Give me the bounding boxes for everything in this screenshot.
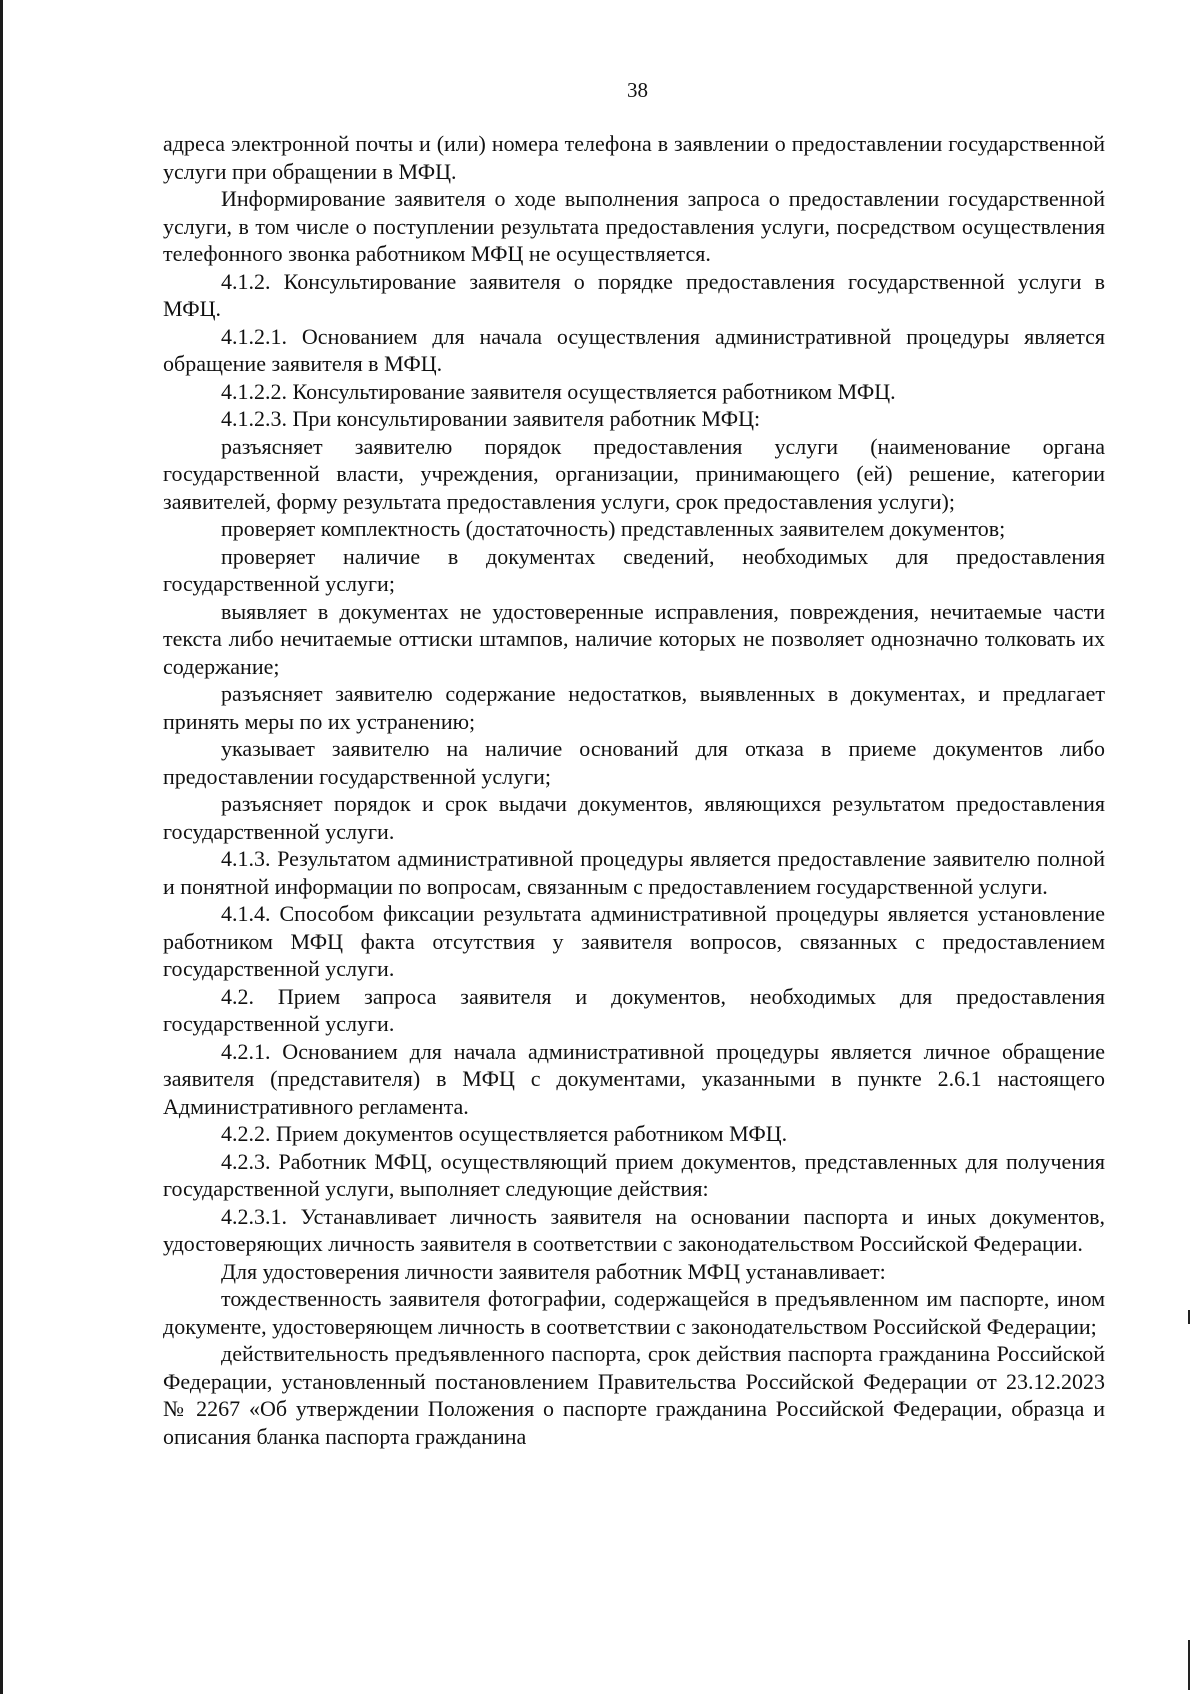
scan-margin-mark: [1188, 1310, 1190, 1324]
paragraph: 4.1.2. Консультирование заявителя о порядке предоставления государственной услуги в МФЦ.: [163, 268, 1105, 321]
paragraph: указывает заявителю на наличие оснований для отказа в приеме документов либо предоставлении государственной услуги;: [163, 736, 1105, 789]
paragraph: разъясняет заявителю содержание недостатков, выявленных в документах, и предлагает принять меры по их устранению;: [163, 681, 1105, 734]
paragraph: Для удостоверения личности заявителя работник МФЦ устанавливает:: [221, 1258, 886, 1284]
paragraph: 4.2.2. Прием документов осуществляется работником МФЦ.: [221, 1121, 788, 1146]
paragraph: проверяет наличие в документах сведений, необходимых для предоставления государственной услуги;: [163, 543, 1105, 596]
paragraph: 4.1.2.2. Консультирование заявителя осуществляется работником МФЦ.: [221, 378, 896, 404]
paragraph: тождественность заявителя фотографии, содержащейся в предъявленном им паспорте, ином документе, удостоверяющем личность в соответствии с законодательством Российской Федерации;: [163, 1286, 1105, 1339]
page-number: 38: [627, 78, 648, 102]
paragraph: разъясняет заявителю порядок предоставления услуги (наименование органа государственной власти, учреждения, организации, принимающего (ей) решение, категории заявителей, форму результата предоставления услуги, срок предоставления услуги);: [163, 433, 1105, 514]
paragraph: 4.2.1. Основанием для начала административной процедуры является личное обращение заявителя (представителя) в МФЦ с документами, указанными в пункте 2.6.1 настоящего Административного регламента.: [163, 1038, 1105, 1119]
paragraph: 4.2.3. Работник МФЦ, осуществляющий прием документов, представленных для получения государственной услуги, выполняет следующие действия:: [163, 1148, 1105, 1201]
paragraph: адреса электронной почты и (или) номера телефона в заявлении о предоставлении государственной услуги при обращении в МФЦ.: [163, 131, 1105, 184]
paragraph: проверяет комплектность (достаточность) представленных заявителем документов;: [221, 516, 1006, 541]
scan-margin-mark: [1188, 1640, 1190, 1690]
scan-left-edge: [0, 0, 3, 1694]
paragraph: разъясняет порядок и срок выдачи документов, являющихся результатом предоставления государственной услуги.: [163, 791, 1105, 844]
paragraph: 4.2.3.1. Устанавливает личность заявителя на основании паспорта и иных документов, удостоверяющих личность заявителя в соответствии с законодательством Российской Федерации.: [163, 1203, 1105, 1256]
paragraph: выявляет в документах не удостоверенные исправления, повреждения, нечитаемые части текста либо нечитаемые оттиски штампов, наличие которых не позволяет однозначно толковать их содержание;: [163, 598, 1105, 679]
document-body: [163, 130, 1105, 1450]
paragraph: 4.1.2.3. При консультировании заявителя работник МФЦ:: [221, 406, 761, 431]
paragraph: 4.1.2.1. Основанием для начала осуществления административной процедуры является обращение заявителя в МФЦ.: [163, 323, 1105, 376]
paragraph: Информирование заявителя о ходе выполнения запроса о предоставлении государственной услуги, в том числе о поступлении результата предоставления услуги, посредством осуществления телефонного звонка работником МФЦ не осуществляется.: [163, 186, 1105, 266]
paragraph: 4.1.4. Способом фиксации результата административной процедуры является установление работником МФЦ факта отсутствия у заявителя вопросов, связанных с предоставлением государственной услуги.: [163, 901, 1105, 981]
paragraph: 4.1.3. Результатом административной процедуры является предоставление заявителю полной и понятной информации по вопросам, связанным с предоставлением государственной услуги.: [163, 846, 1105, 899]
paragraph: действительность предъявленного паспорта, срок действия паспорта гражданина Российской Федерации, установленный постановлением Правительства Российской Федерации от 23.12.2023 № 2267 «Об утверждении Положения о паспорте гражданина Российской Федерации, образца и описания бланка паспорта гражданина: [163, 1341, 1105, 1449]
paragraph: 4.2. Прием запроса заявителя и документов, необходимых для предоставления государственной услуги.: [163, 983, 1105, 1036]
